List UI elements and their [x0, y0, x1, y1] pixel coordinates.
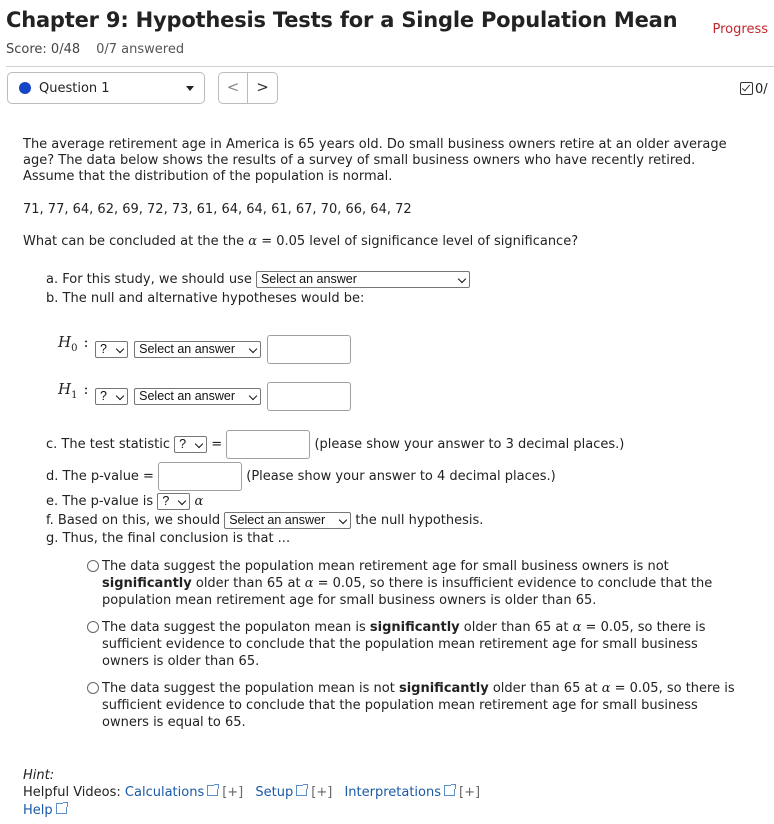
part-d: [46, 462, 556, 491]
question-pre: What can be concluded at the the: [23, 234, 245, 249]
helpful-videos: [23, 785, 488, 800]
part-c-label: c. The test statistic: [46, 437, 170, 452]
h0-label: [58, 333, 89, 354]
part-g-label: g. Thus, the final conclusion is that ...: [46, 531, 291, 546]
p-value-input[interactable]: [158, 462, 242, 491]
equals-sign: =: [211, 437, 223, 452]
hint-label: Hint:: [23, 768, 55, 783]
conclusion-option-1[interactable]: [87, 558, 737, 609]
h0-subscript: 0: [71, 343, 78, 354]
part-c-note: (please show your answer to 3 decimal places.): [314, 437, 625, 452]
test-statistic-input[interactable]: [226, 430, 310, 459]
part-d-label: d. The p-value =: [46, 469, 154, 484]
video-link-calculations[interactable]: Calculations: [124, 785, 205, 800]
part-f-label: f. Based on this, we should: [46, 513, 221, 528]
chevron-down-icon: [195, 440, 203, 448]
part-f-post: the null hypothesis.: [355, 513, 484, 528]
study-type-select-value: Select an answer: [260, 272, 357, 286]
videos-label: Helpful Videos:: [23, 785, 121, 800]
external-link-icon: [56, 803, 67, 814]
h0-controls: [95, 335, 351, 364]
help-link[interactable]: Help: [23, 803, 53, 818]
h1-colon: :: [83, 380, 89, 398]
part-a: [46, 271, 470, 288]
option-text: The data suggest the population mean retirement age for small business owners is not significantly older than 65 at α = 0.05, so there is insufficient evidence to conclude that the population mean retirement age for small business owners is older than 65.: [102, 559, 713, 608]
expand-toggle[interactable]: [+]: [311, 785, 333, 800]
conclusion-option-3[interactable]: [87, 680, 737, 731]
radio-button[interactable]: [87, 560, 99, 572]
chevron-down-icon: [458, 275, 466, 283]
h0-operator-value: ?: [100, 342, 107, 356]
h1-label: [58, 380, 89, 401]
part-b-label: b. The null and alternative hypotheses would be:: [46, 291, 365, 306]
p-value-comparison-value: ?: [162, 494, 170, 508]
question-post: = 0.05 level of significance level of significance?: [261, 234, 579, 249]
score-text: Score: 0/48: [6, 42, 81, 57]
part-f: [46, 512, 483, 529]
chevron-down-icon: [249, 392, 257, 400]
attempts-indicator: [740, 82, 768, 97]
previous-question-button[interactable]: <: [218, 72, 248, 104]
question-status-dot-icon: [19, 82, 31, 94]
h0-symbol: H: [58, 333, 72, 351]
conclusion-option-2[interactable]: [87, 619, 737, 670]
external-link-icon: [444, 785, 455, 796]
radio-button[interactable]: [87, 682, 99, 694]
alpha-symbol: α: [194, 494, 204, 509]
h0-operator-select[interactable]: [95, 341, 128, 358]
next-question-button[interactable]: >: [248, 72, 278, 104]
external-link-icon: [207, 785, 218, 796]
chevron-down-icon: [249, 345, 257, 353]
part-d-note: (Please show your answer to 4 decimal places.): [246, 469, 556, 484]
progress-link[interactable]: Progress: [712, 22, 768, 37]
part-a-label: a. For this study, we should use: [46, 272, 252, 287]
attempts-text: 0/: [755, 82, 768, 97]
h0-parameter-select[interactable]: [134, 341, 261, 358]
problem-question: [23, 234, 578, 250]
score-summary: [6, 42, 184, 57]
video-link-setup[interactable]: Setup: [255, 785, 294, 800]
h1-parameter-select[interactable]: [134, 388, 261, 405]
test-statistic-select[interactable]: [174, 436, 207, 453]
video-link-interpretations[interactable]: Interpretations: [344, 785, 441, 800]
question-select-label: Question 1: [39, 81, 110, 96]
p-value-comparison-select[interactable]: [157, 493, 190, 510]
alpha-symbol: α: [248, 234, 258, 249]
data-values: 71, 77, 64, 62, 69, 72, 73, 61, 64, 64, 61, 67, 70, 66, 64, 72: [23, 202, 412, 217]
h1-operator-value: ?: [100, 389, 107, 403]
radio-button[interactable]: [87, 621, 99, 633]
problem-paragraph: The average retirement age in America is 65 years old. Do small business owners retire at an older average age? The data below shows the results of a survey of small business owners who have recently retired. Assume that the distribution of the population is normal.: [23, 137, 727, 184]
option-text: The data suggest the population mean is not significantly older than 65 at α = 0.05, so there is sufficient evidence to conclude that the population mean retirement age for small business owners is equal to 65.: [102, 681, 735, 730]
expand-toggle[interactable]: [+]: [222, 785, 244, 800]
expand-toggle[interactable]: [+]: [459, 785, 481, 800]
h1-parameter-value: Select an answer: [139, 389, 236, 403]
header-divider: [6, 66, 774, 67]
h0-value-input[interactable]: [267, 335, 351, 364]
h1-value-input[interactable]: [267, 382, 351, 411]
h1-subscript: 1: [71, 390, 78, 401]
test-statistic-select-value: ?: [179, 437, 187, 451]
answered-count: 0/7 answered: [96, 42, 185, 57]
study-type-select[interactable]: [256, 271, 470, 288]
part-e-label: e. The p-value is: [46, 494, 154, 509]
help-link-wrapper: [23, 803, 67, 818]
chevron-down-icon: [178, 497, 186, 505]
decision-select[interactable]: [224, 512, 351, 529]
external-link-icon: [296, 785, 307, 796]
chevron-down-icon: [116, 345, 124, 353]
h1-controls: [95, 382, 351, 411]
h0-colon: :: [83, 333, 89, 351]
option-text: The data suggest the populaton mean is significantly older than 65 at α = 0.05, so there is sufficient evidence to conclude that the population mean retirement age for small business owners is older than 65.: [102, 620, 706, 669]
chevron-down-icon: [116, 392, 124, 400]
h0-parameter-value: Select an answer: [139, 342, 236, 356]
part-e: [46, 493, 203, 510]
caret-down-icon: [186, 86, 194, 91]
checkbox-icon: [740, 82, 753, 95]
h1-symbol: H: [58, 380, 72, 398]
question-select[interactable]: [7, 72, 205, 104]
decision-select-value: Select an answer: [229, 513, 326, 527]
page-title: Chapter 9: Hypothesis Tests for a Single Population Mean: [6, 8, 678, 32]
part-c: [46, 430, 624, 459]
h1-operator-select[interactable]: [95, 388, 128, 405]
chevron-down-icon: [339, 516, 347, 524]
